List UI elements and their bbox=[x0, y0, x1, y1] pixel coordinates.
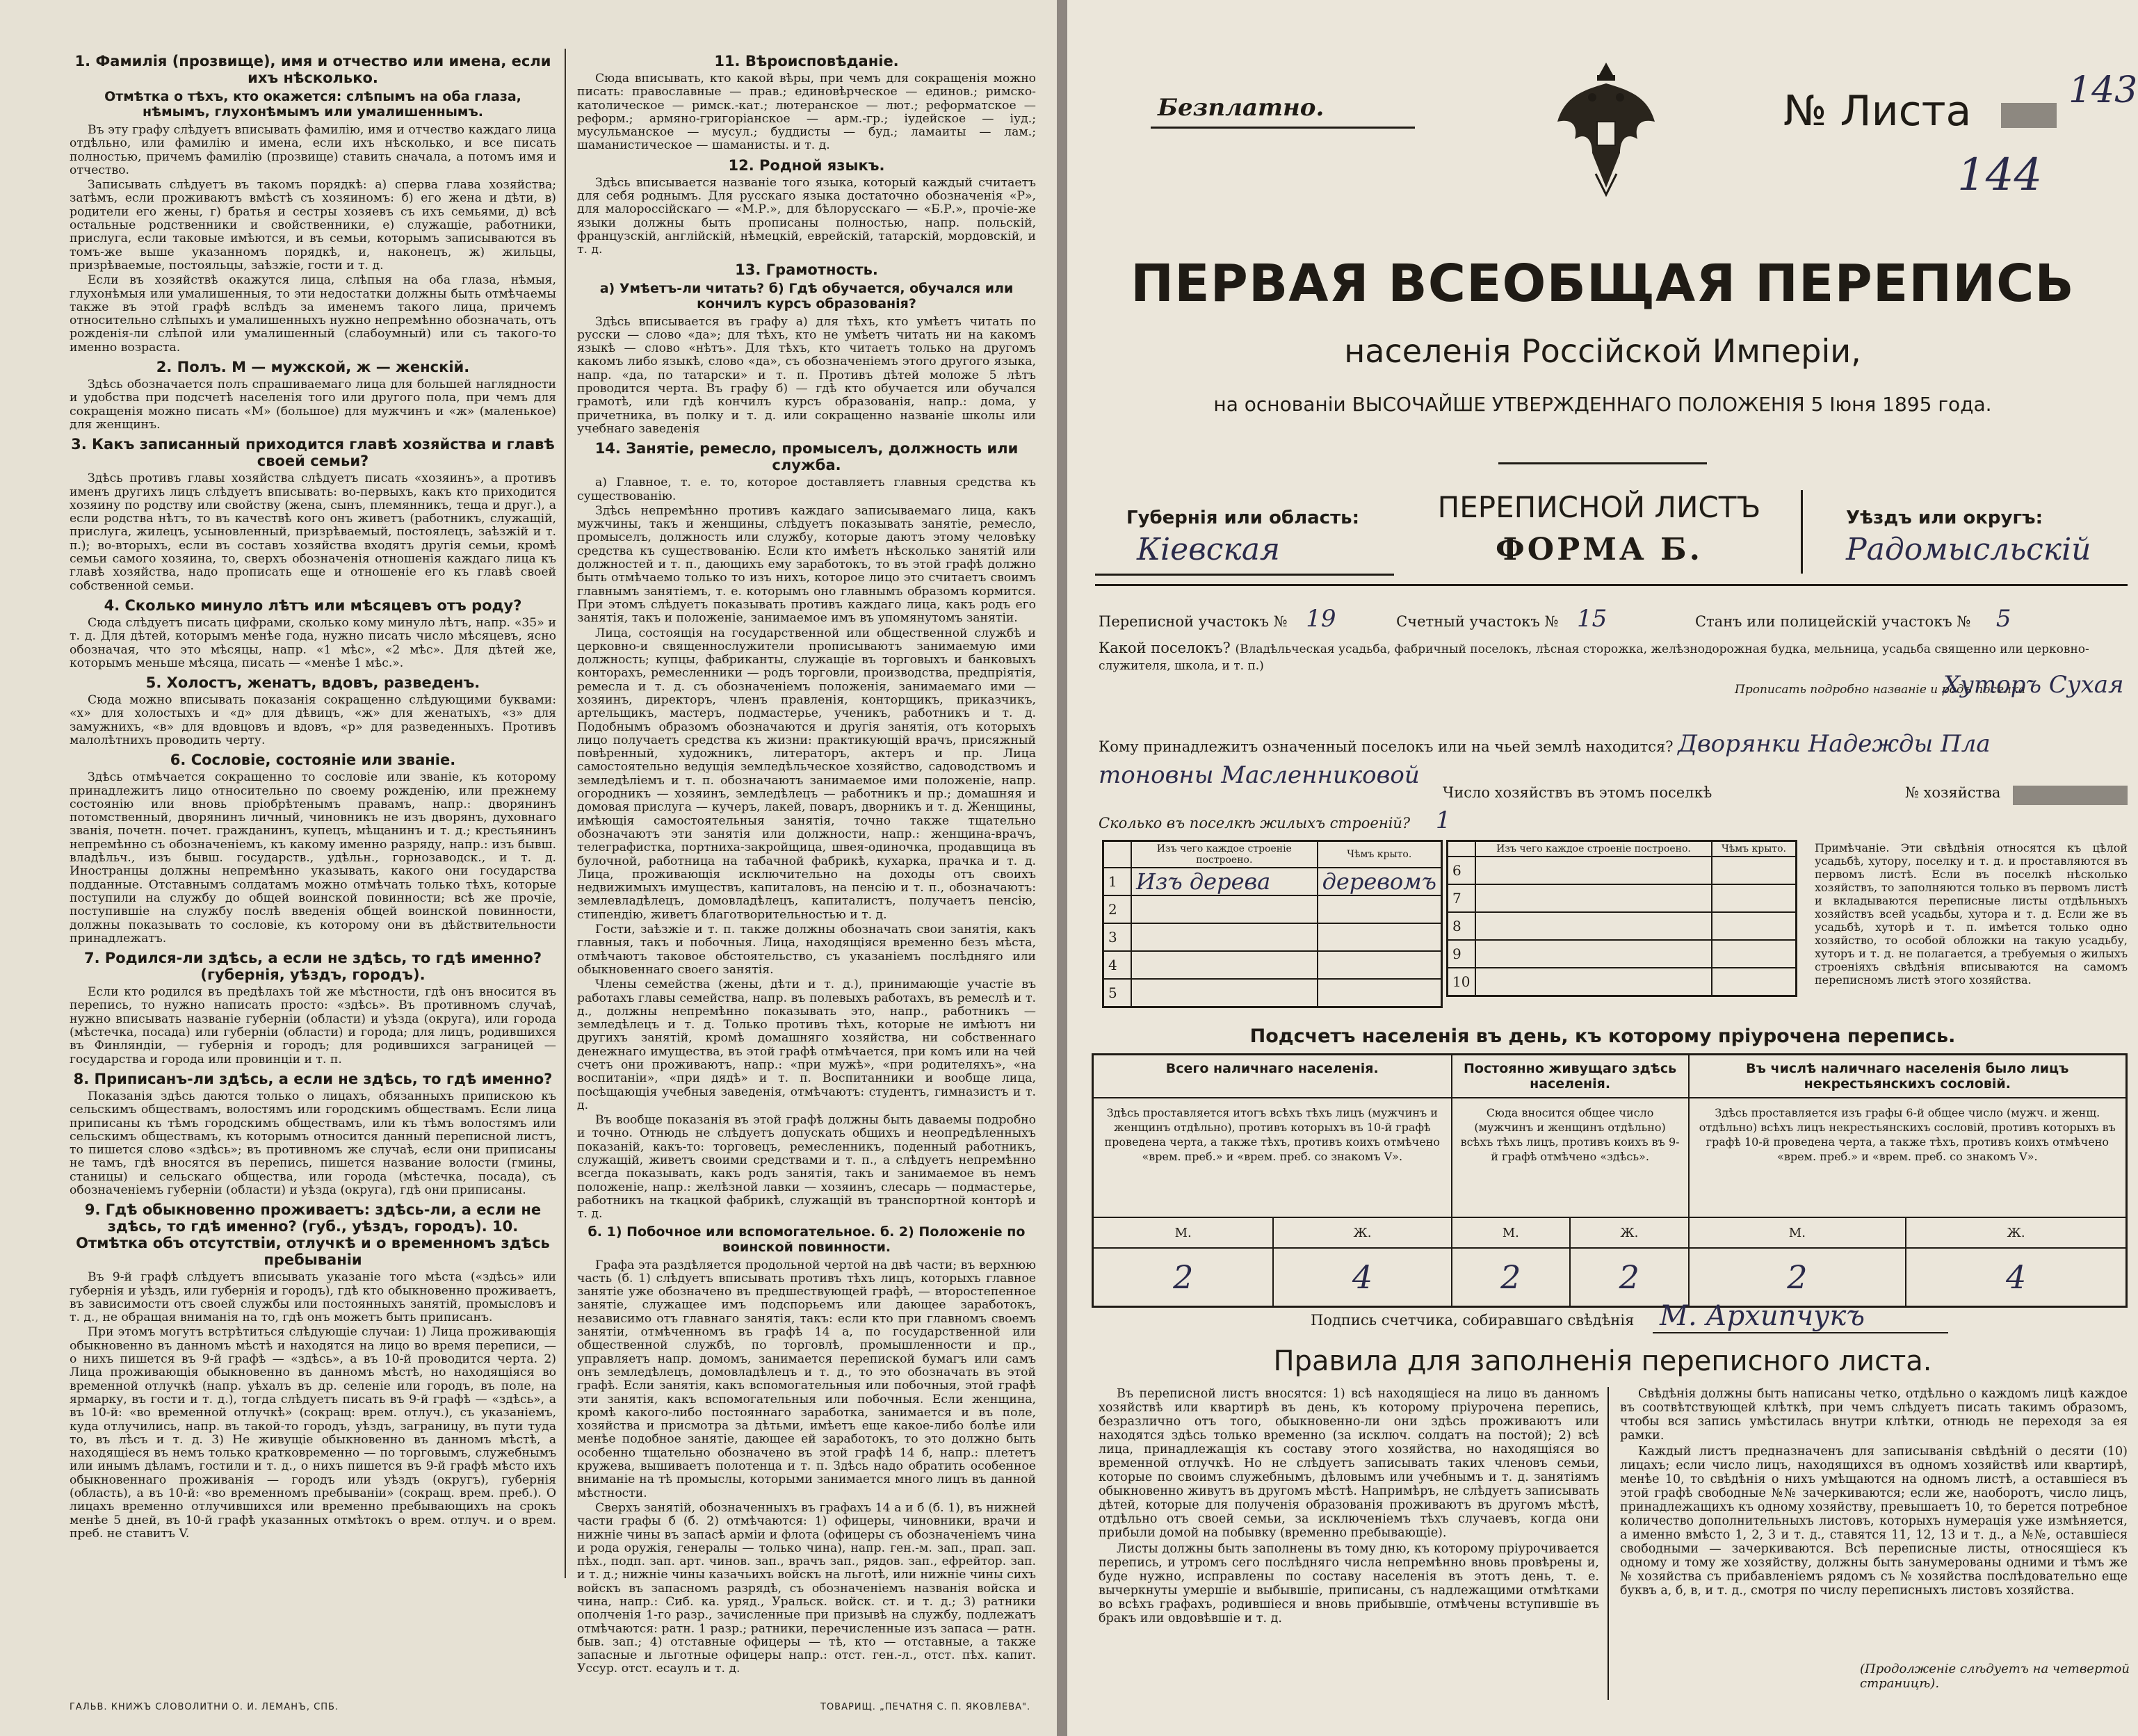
free-of-charge-label: Безплатно. bbox=[1158, 94, 1325, 122]
material-header: Изъ чего каждое строеніе построено. bbox=[1475, 841, 1712, 857]
instruction-section bbox=[70, 436, 556, 593]
households-label: Число хозяйствъ въ этомъ поселкѣ bbox=[1443, 784, 1712, 801]
stan-value: 5 bbox=[1995, 605, 2011, 633]
uezd-label: Уѣздъ или округъ: bbox=[1846, 508, 2043, 528]
female-label: Ж. bbox=[1906, 1217, 2126, 1248]
male-label: М. bbox=[1093, 1217, 1274, 1248]
building-row bbox=[1103, 923, 1442, 951]
gubernia-value: Кіевская bbox=[1137, 532, 1281, 567]
rules-divider bbox=[1607, 1387, 1609, 1700]
section-subheading: б. 1) Побочное или вспомогательное. б. 2) Положеніе по воинской повинности. bbox=[588, 1224, 1026, 1255]
printer-imprint-right: ТОВАРИЩ. „ПЕЧАТНЯ С. П. ЯКОВЛЕВА". bbox=[820, 1702, 1031, 1712]
right-page-census-form bbox=[1067, 0, 2138, 1736]
section-paragraph: Здѣсь вписывается названіе того языка, который каждый считаетъ для себя роднымъ. Для русскаго языка достаточно обозначенія «Р», для малороссійскаго — «М.Р.», для бѣлорусскаго — «Б.Р.», прочіе-же языки должны быть прописаны полностью, напр. польскій, французскій, англійскій, нѣмецкій, еврейскій, татарскій, мордовскій, и т. д. bbox=[577, 175, 1036, 257]
section-paragraph: Гости, заѣзжіе и т. п. также должны обозначать свои занятія, какъ главныя, такъ и побочныя. Лица, находящіяся временно безъ мѣста, отмѣчаютъ таковое обстоятельство, съ указаніемъ послѣдняго или обыкновеннаго своего занятія. bbox=[577, 923, 1036, 977]
count-column-description: Здѣсь проставляется изъ графы 6-й общее число (мужч. и женщ. отдѣльно) всѣхъ лицъ некрестьянскихъ сословій, противъ которыхъ въ графѣ 10-й проведена черта, а также тѣхъ, противъ коихъ отмѣчено «врем. преб.» и «врем. преб. со знакомъ V». bbox=[1689, 1098, 2127, 1217]
male-label: М. bbox=[1689, 1217, 1906, 1248]
building-row bbox=[1448, 968, 1797, 996]
stan-label: Станъ или полицейскій участокъ № bbox=[1694, 613, 1971, 630]
section-heading: 2. Полъ. М — мужской, ж — женскій. bbox=[156, 359, 470, 376]
instructions-column-2 bbox=[577, 49, 1036, 1679]
instruction-section bbox=[70, 674, 556, 747]
count-district-label: Счетный участокъ № bbox=[1396, 613, 1559, 630]
count-column-heading: Всего наличнаго населенія. bbox=[1093, 1055, 1452, 1098]
section-heading: 14. Занятіе, ремесло, промыселъ, должность или служба. bbox=[594, 440, 1019, 474]
buildings-table-left bbox=[1102, 840, 1443, 1008]
building-row bbox=[1103, 895, 1442, 923]
section-paragraph: Сюда слѣдуетъ писать цифрами, сколько кому минуло лѣтъ, напр. «35» и т. д. Для дѣтей, которымъ менѣе года, нужно писать число мѣсяцевъ, ясно обозначая, что это мѣсяцы, напр. «1 мѣс», «2 мѣс». Для дѣтей же, которымъ меньше мѣсяца, писать — «менѣе 1 мѣс.». bbox=[70, 615, 556, 670]
rules-column-1 bbox=[1099, 1387, 1599, 1628]
section-paragraph: Графа эта раздѣляется продольной чертой на двѣ части; въ верхнюю часть (б. 1) слѣдуетъ вписывать противъ тѣхъ лицъ, которыхъ главное занятіе уже обозначено въ предшествующей графѣ, — второстепенное занятіе, служащее имъ подспорьемъ или дающее заработокъ, независимо отъ главнаго занятія, такъ: если кто при главномъ своемъ занятіи, отмѣченномъ въ графѣ 14 а, по государственной или общественной службѣ, по торговлѣ, промышленности и пр., управляетъ напр. домомъ, занимается перепиской бумагъ или самъ онъ земледѣлецъ, домовладѣлецъ и т. д., то это обозначать въ этой графѣ. Если занятія, какъ вспомогательныя или побочныя, этой графѣ эти занятія, какъ вспомогательныя или побочныя. Если женщина, кромѣ какого-либо постояннаго заработка, занимается и въ поле, хозяйства и присмотра за дѣтьми, имѣетъ еще какое-либо болѣе или менѣе подобное занятіе, дающее ей заработокъ, то это должно быть особенно тщательно обозначено въ этой графѣ 14 б, напр.: плететъ кружева, вышиваетъ полотенца и т. п. Здѣсь надо обратить особенное вниманіе на тѣ промыслы, которыми занимается много лицъ въ данной мѣстности. bbox=[577, 1258, 1036, 1500]
section-paragraph: Члены семейства (жены, дѣти и т. д.), принимающіе участіе въ работахъ главы семейства, напр. въ полевыхъ работахъ, въ ремеслѣ и т. д., должны непремѣнно показывать это, напр., работникъ — земледѣлецъ и т. д. Только противъ тѣхъ, которые не имѣютъ ни другихъ занятій, кромѣ домашняго хозяйства, ни собственнаго денежнаго имущества, въ этой графѣ отмѣчается, при комъ или на чей счетъ они проживаютъ, напр.: «при мужѣ», «при родителяхъ», «на воспитаніи», «при дядѣ» и т. п. Воспитанники и вообще лица, посѣщающія учебныя заведенія, отмѣчаютъ: студентъ, гимназистъ и т. д. bbox=[577, 977, 1036, 1112]
building-material bbox=[1131, 923, 1318, 951]
census-district-value: 19 bbox=[1306, 605, 1336, 633]
building-row bbox=[1448, 912, 1797, 940]
building-roof bbox=[1318, 979, 1442, 1007]
instruction-section bbox=[70, 752, 556, 946]
building-row-number: 7 bbox=[1448, 884, 1476, 912]
settlement-description: (Владѣльческая усадьба, фабричный поселокъ, лѣсная сторожка, желѣзнодорожная будка, мельница, усадьба священно или церковно-служителя, школа, и т. п.) bbox=[1099, 642, 2089, 673]
sheet-number-handwritten: 144 bbox=[1957, 149, 2043, 201]
rules-title: Правила для заполненія переписного листа. bbox=[1273, 1345, 1932, 1377]
buildings-label: Сколько въ поселкѣ жилыхъ строеній? bbox=[1099, 815, 1411, 832]
owner-line bbox=[1099, 730, 1991, 758]
section-paragraph: Сюда можно вписывать показанія сокращенно слѣдующими буквами: «х» для холостыхъ и «д» для дѣвицъ, «ж» для женатыхъ, «з» для замужнихъ, «в» для вдовцовъ и вдовъ, «р» для разведенныхъ. Противъ малолѣтнихъ проводить черту. bbox=[70, 693, 556, 747]
free-label-underline bbox=[1151, 127, 1415, 129]
gubernia-label: Губернія или область: bbox=[1126, 508, 1359, 528]
section-heading: 9. Гдѣ обыкновенно проживаетъ: здѣсь-ли, а если не здѣсь, то гдѣ именно? (губ., уѣздъ, городъ). 10. Отмѣтка объ отсутствіи, отлучкѣ и о временномъ здѣсь пребываніи bbox=[76, 1201, 550, 1269]
instruction-section bbox=[70, 359, 556, 432]
population-count-table bbox=[1092, 1053, 2128, 1308]
title-divider bbox=[1498, 462, 1707, 464]
building-roof bbox=[1318, 951, 1442, 979]
settlement-hint: Прописать подробно названіе и родъ поселка bbox=[1735, 683, 2026, 697]
count-column-heading: Въ числѣ наличнаго населенія было лицъ некрестьянскихъ сословій. bbox=[1689, 1055, 2127, 1098]
building-row-number: 3 bbox=[1103, 923, 1132, 951]
building-roof: деревомъ bbox=[1318, 868, 1442, 895]
settlement-type-line bbox=[1099, 640, 2128, 673]
section-heading: 7. Родился-ли здѣсь, а если не здѣсь, то гдѣ именно? (губернія, уѣздъ, городъ). bbox=[83, 950, 542, 984]
section-paragraph: Лица, состоящія на государственной или общественной службѣ и церковно-и священнослужители прописываютъ занимаемую ими должность; купцы, фабриканты, служащіе въ торговыхъ и банковыхъ конторахъ, ремесленники — родъ торговли, производства, предпріятія, ремесла и т. д. съ обозначеніемъ положенія, занимаемаго ими — хозяинъ, директоръ, членъ правленія, конторщикъ, приказчикъ, артельщикъ, мастеръ, подмастерье, ученикъ, работникъ и т. д. Подобнымъ образомъ обозначаются и другія занятія, отъ которыхъ лицо получаетъ средства къ жизни: практикующій врачъ, присяжный повѣренный, художникъ, литераторъ, актеръ и пр. Лица самостоятельно ведущія земледѣльческое хозяйство, садоводствомъ и земледѣліемъ и т. п. обозначаютъ занимаемое ими положеніе, напр. огородникъ — хозяинъ, земледѣлецъ — работникъ и пр.; домашняя и домовая прислуга — кучеръ, лакей, поваръ, дворникъ и т. д. Женщины, имѣющія самостоятельныя занятія, точно также тщательно обозначаютъ эти занятія или должности, напр.: женщина-врачъ, телеграфистка, портниха-закройщица, швея-одиночка, продавщица въ булочной, работница на табачной фабрикѣ, кухарка, прачка и т. д. Лица, проживающія исключительно на доходы отъ своихъ недвижимыхъ имуществъ, капиталовъ, на пенсію и т. п., обозначаютъ: землевладѣлецъ, домовладѣлецъ, капиталистъ, получаетъ пенсію, стипендію, живетъ благотворительностью и т. д. bbox=[577, 626, 1036, 922]
female-count: 2 bbox=[1570, 1248, 1689, 1307]
section-paragraph: Сюда вписывать, кто какой вѣры, при чемъ для сокращенія можно писать: православные — прав.; единовѣрческое — единов.; римско-католическое — римск.-кат.; лютеранское — лют.; реформатское — реформ.; армяно-григоріанское — арм.-гр.; іудейское — іуд.; мусульманское — мусул.; буддисты — буд.; ламаиты — лам.; шаманистическое — шаманисты. и т. д. bbox=[577, 72, 1036, 153]
buildings-table-right bbox=[1446, 840, 1797, 997]
building-material bbox=[1131, 951, 1318, 979]
section-paragraph: Здѣсь обозначается полъ спрашиваемаго лица для большей наглядности и удобства при подсчетѣ населенія того или другого пола, при чемъ для сокращенія можно писать «М» (большое) для мужчинъ и «ж» (маленькое) для женщинъ. bbox=[70, 378, 556, 432]
sheet-number-redaction bbox=[2001, 103, 2057, 128]
building-row-number: 4 bbox=[1103, 951, 1132, 979]
section-heading: 4. Сколько минуло лѣтъ или мѣсяцевъ отъ роду? bbox=[104, 597, 522, 614]
building-row-number: 10 bbox=[1448, 968, 1476, 996]
col-no-header bbox=[1103, 841, 1132, 868]
owner-value-1: Дворянки Надежды Пла bbox=[1678, 730, 1991, 758]
male-count: 2 bbox=[1452, 1248, 1571, 1307]
rules-paragraph: Свѣдѣнія должны быть написаны четко, отдѣльно о каждомъ лицѣ каждое въ соотвѣтствующей клѣткѣ, при чемъ слѣдуетъ писать такимъ образомъ, чтобы вся запись умѣстилась внутри клѣтки, отнюдь не переходя за ея рамки. bbox=[1620, 1387, 2128, 1443]
imperial-eagle-emblem-icon bbox=[1554, 56, 1658, 202]
section-paragraph: Записывать слѣдуетъ въ такомъ порядкѣ: а) сперва главa хозяйства; затѣмъ, если проживаютъ вмѣстѣ съ хозяиномъ: б) его жена и дѣти, в) родители его жены, г) братья и сестры хозяевъ съ ихъ семьями, д) всѣ остальные родственники и свойственники, е) служащіе, работники, прислуга, если таковые имѣются, и въ семьи, которымъ записываются въ томъ-же выше указанномъ порядкѣ, и, наконецъ, ж) жильцы, призрѣваемые, постояльцы, заѣзжіе, гости и т. д. bbox=[70, 178, 556, 273]
building-row-number: 5 bbox=[1103, 979, 1132, 1007]
owner-label: Кому принадлежитъ означенный поселокъ или на чьей землѣ находится? bbox=[1099, 738, 1674, 755]
count-column-heading: Постоянно живущаго здѣсь населенія. bbox=[1452, 1055, 1689, 1098]
section-heading: 11. Вѣроисповѣданіе. bbox=[714, 53, 899, 70]
uezd-value: Радомысльскій bbox=[1846, 532, 2091, 567]
material-header: Изъ чего каждое строеніе построено. bbox=[1131, 841, 1318, 868]
page-spine bbox=[1057, 0, 1067, 1736]
building-material bbox=[1131, 895, 1318, 923]
instruction-section bbox=[70, 597, 556, 670]
section-subheading: а) Умѣетъ-ли читать? б) Гдѣ обучается, обучался или кончилъ курсъ образованія? bbox=[599, 280, 1014, 311]
household-number-label: № хозяйства bbox=[1905, 784, 2001, 801]
census-district-label: Переписной участокъ № bbox=[1099, 613, 1288, 630]
section-heading: 1. Фамилія (прозвище), имя и отчество или имена, если ихъ нѣсколько. bbox=[74, 53, 551, 86]
building-row bbox=[1103, 868, 1442, 895]
building-row-number: 1 bbox=[1103, 868, 1132, 895]
building-row bbox=[1448, 940, 1797, 968]
population-count-title: Подсчетъ населенія въ день, къ которому пріурочена перепись. bbox=[1249, 1025, 1956, 1047]
household-number-redaction bbox=[2013, 786, 2128, 805]
census-subtitle: населенія Россійской Имперіи, bbox=[1344, 332, 1861, 370]
printer-imprint-left: ГАЛЬВ. КНИЖЪ СЛОВОЛИТНИ О. И. ЛЕМАНЪ, СПБ. bbox=[70, 1702, 339, 1712]
section-paragraph: При этомъ могутъ встрѣтиться слѣдующіе случаи: 1) Лица проживающія обыкновенно въ данномъ мѣстѣ и находятся на лицо во время переписи, — о нихъ пишется въ 9-й графѣ — «здѣсь», а въ 10-й проводится черта. 2) Лица проживающія обыкновенно въ данномъ мѣстѣ, но находящіяся во временной отлучкѣ (напр. уѣхалъ въ др. селеніе или городъ, въ поле, на ярмарку, въ гости и т. д.), тогда слѣдуетъ писать въ 9-й графѣ — «здѣсь», а въ 10-й: «во временной отлучкѣ» (сокращ: врем. отлуч.), съ указаніемъ, куда отлучились, напр. въ такой-то городъ, уѣздъ, заграницу, въ пути тудa то, въ лѣсъ и т. д. 3) Не живущіе обыкновенно въ данномъ мѣстѣ, а находящіеся въ немъ только кратковременно — по торговымъ, служебнымъ или инымъ дѣламъ, гостили и т. д., о нихъ пишется въ 9-й графѣ мѣсто ихъ обыкновеннаго проживанія — городъ или уѣздъ (округъ), губернія (область), а въ 10-й: «во временномъ пребываніи» (сокращ. врем. преб.). О лицахъ временно отлучившихся или временно пребывающихъ на срокъ менѣе 5 дней, въ 10-й графѣ указанных отмѣтокъ о врем. отлуч. и о врем. преб. не ставитъ V. bbox=[70, 1325, 556, 1541]
count-district-value: 15 bbox=[1577, 605, 1607, 633]
instruction-section bbox=[577, 157, 1036, 257]
building-material bbox=[1475, 912, 1712, 940]
continued-note: (Продолженіе слѣдуетъ на четвертой страницѣ). bbox=[1860, 1662, 2130, 1691]
male-count: 2 bbox=[1689, 1248, 1906, 1307]
instruction-section bbox=[577, 440, 1036, 1221]
instruction-section bbox=[70, 950, 556, 1066]
signature-value: М. Архипчукъ bbox=[1653, 1300, 1948, 1333]
building-roof bbox=[1712, 857, 1796, 884]
building-material: Изъ дерева bbox=[1131, 868, 1318, 895]
section-heading: 5. Холостъ, женатъ, вдовъ, разведенъ. bbox=[145, 674, 480, 692]
settlement-label: Какой поселокъ? bbox=[1099, 640, 1231, 656]
section-paragraph: Въ эту графу слѣдуетъ вписывать фамилію, имя и отчество каждаго лица отдѣльно, или фамилію и имена, если ихъ нѣсколько, и все писать полностью, причемъ фамилію (прозвище) ставить сначала, а потомъ имя и отчество. bbox=[70, 123, 556, 177]
form-subtitle: ФОРМА Б. bbox=[1496, 532, 1703, 567]
section-paragraph: Въ 9-й графѣ слѣдуетъ вписывать указаніе того мѣста («здѣсь» или губернія и уѣздъ, или губернія и городъ), гдѣ кто обыкновенно проживаетъ, въ зависимости отъ своей службы или постоянныхъ занятій, промысловъ и т. д., не обращая вниманія на то, гдѣ онъ можетъ быть приписанъ. bbox=[70, 1270, 556, 1325]
female-count: 4 bbox=[1906, 1248, 2126, 1307]
section-paragraph: Показанія здѣсь даются только о лицахъ, обязанныхъ припискою къ сельскимъ обществамъ, волостямъ или городскимъ обществамъ. Если лица приписаны къ тѣмъ городскимъ обществамъ, или къ тѣмъ волостямъ или сельскимъ обществамъ, къ которымъ относится данный переписной листъ, то пишется слово «здѣсь»; въ противномъ же случаѣ, если они приписаны не тамъ, гдѣ вносятся въ перепись, пишется название волости (гмины, станицы) и сельскаго общества, или города (мѣстечка, посада), съ обозначеніемъ губерніи (области) и уѣзда (округа), гдѣ они приписаны. bbox=[70, 1089, 556, 1197]
section-paragraph: Здѣсь отмѣчается сокращенно то сословіе или званіе, къ которому принадлежитъ лицо относительно по своему рожденію, или прежнему состоянію или вновь пріобрѣтенымъ правамъ, напр.: дворянинъ потомственный, дворянинъ личный, чиновникъ не изъ дворянъ, духовнаго званія, почетн. почет. гражданинъ, купецъ, мѣщанинъ и т. д.; крестьянинъ непремѣнно съ обозначеніемъ, къ какому именно разряду, напр.: изъ бывш. владѣльч., изъ бывш. государств., удѣльн., горнозаводск., и т. д. Иностранцы должны непремѣнно указывать, какого они государства подданные. Отставнымъ солдатамъ можно отмѣчать только тѣхъ, которые поступили на службу до общей воинской повинности; всѣ же прочіе, поступившіе на службу послѣ введенія общей воинской повинности, должны показывать то сословіе, къ которому они въ дѣйствительности принадлежатъ. bbox=[70, 770, 556, 946]
section-heading: 12. Родной языкъ. bbox=[728, 156, 885, 174]
instructions-column-1 bbox=[70, 49, 556, 1543]
column-divider bbox=[565, 49, 566, 1578]
building-material bbox=[1475, 884, 1712, 912]
col-no-header bbox=[1448, 841, 1476, 857]
instruction-section bbox=[577, 1224, 1036, 1676]
building-row-number: 2 bbox=[1103, 895, 1132, 923]
buildings-value: 1 bbox=[1435, 806, 1451, 834]
building-material bbox=[1475, 968, 1712, 996]
census-title: ПЕРВАЯ ВСЕОБЩАЯ ПЕРЕПИСЬ bbox=[1131, 254, 2075, 314]
section-heading: 3. Какъ записанный приходится главѣ хозяйства и главѣ своей семьи? bbox=[71, 436, 555, 470]
owner-value-2: тоновны Масленниковой bbox=[1099, 761, 1420, 789]
buildings-note: Примѣчаніе. Эти свѣдѣнія относятся къ цѣлой усадьбѣ, хутору, поселку и т. д. и проставляются въ первомъ листѣ. Если въ поселкѣ нѣсколько хозяйствъ, то заполняются только въ первомъ листѣ и вкладываются переписные листы отдѣльныхъ хозяйствъ всей усадьбы, хутора и т. д. Если же въ усадьбѣ, хуторѣ и т. п. имѣется только одно хозяйство, то особой обложки на такую усадьбу, хуторъ и т. д. не полагается, а требуемыя о жилыхъ строеніяхъ свѣдѣнія вписываются на самомъ переписномъ листѣ этого хозяйства. bbox=[1815, 841, 2128, 987]
building-roof bbox=[1318, 923, 1442, 951]
settlement-value-wrap bbox=[1943, 671, 2124, 699]
section-paragraph: Если кто родился въ предѣлахъ той же мѣстности, гдѣ онъ вносится въ перепись, то нужно написать просто: «здѣсь». Въ противномъ случаѣ, нужно вписывать названіе губерніи (области) и уѣзда (округа), или города (мѣстечка, посада) или губерніи (области) и города; для лицъ, родившихся въ Финляндіи, — губернія и городъ; для родившихся заграницей — государства и города или провинціи и т. п. bbox=[70, 985, 556, 1066]
section-heading: 13. Грамотность. bbox=[735, 261, 878, 278]
female-label: Ж. bbox=[1570, 1217, 1689, 1248]
male-label: М. bbox=[1452, 1217, 1571, 1248]
enumerator-signature-line bbox=[1311, 1300, 1948, 1332]
female-label: Ж. bbox=[1273, 1217, 1451, 1248]
building-material bbox=[1475, 940, 1712, 968]
owner-line-2 bbox=[1099, 761, 1420, 789]
instruction-section bbox=[70, 1071, 556, 1197]
count-column-description: Здѣсь проставляется итогъ всѣхъ тѣхъ лицъ (мужчинъ и женщинъ отдѣльно), противъ которыхъ въ 10-й графѣ проведена черта, а также тѣхъ, противъ коихъ отмѣчено «врем. преб.» и «врем. преб. со знакомъ V». bbox=[1093, 1098, 1452, 1217]
buildings-line bbox=[1099, 806, 1451, 834]
building-material bbox=[1475, 857, 1712, 884]
building-roof bbox=[1712, 884, 1796, 912]
instruction-section bbox=[70, 1201, 556, 1541]
rules-paragraph: Листы должны быть заполнены въ тому дню, къ которому пріурочивается перепись, и утромъ сего послѣдняго числа непремѣнно вновь провѣрены и, буде нужно, исправлены по составу населенія въ этотъ день, т. е. вычеркнуты умершіе и выбывшіе, приписаны, съ надлежащими отмѣтками во всѣхъ графахъ, родившіеся и вновь прибывшіе, отмѣчены вступившіе въ бракъ или овдовѣвшіе и т. д. bbox=[1099, 1542, 1599, 1625]
census-legal-basis: на основаніи ВЫСОЧАЙШЕ УТВЕРЖДЕННАГО ПОЛОЖЕНІЯ 5 Іюня 1895 года. bbox=[1213, 393, 1992, 416]
sheet-number-label: № Листа bbox=[1783, 87, 1972, 136]
rules-column-2 bbox=[1620, 1387, 2128, 1600]
building-row-number: 6 bbox=[1448, 857, 1476, 884]
male-count: 2 bbox=[1093, 1248, 1274, 1307]
building-row bbox=[1448, 884, 1797, 912]
section-subheading: Отмѣтка о тѣхъ, кто окажется: слѣпымъ на оба глаза, нѣмымъ, глухонѣмымъ или умалишеннымъ. bbox=[104, 89, 521, 120]
building-row bbox=[1103, 951, 1442, 979]
roof-header: Чѣмъ крыто. bbox=[1712, 841, 1796, 857]
building-roof bbox=[1712, 968, 1796, 996]
building-roof bbox=[1712, 912, 1796, 940]
section-paragraph: Здѣсь вписывается въ графу а) для тѣхъ, кто умѣетъ читать по русски — слово «да»; для тѣхъ, кто не умѣетъ читать ни на какомъ языкѣ — слово «нѣтъ». Для тѣхъ, кто читаетъ только на другомъ какомъ либо языкѣ, слово «да», съ обозначеніемъ этого другого языка, напр. «да, по татарски» и т. п. Противъ дѣтей моложе 5 лѣтъ проводится черта. Въ графу б) — гдѣ кто обучается или обучался грамотѣ, или гдѣ кончилъ курсъ образованія, напр.: дома, у причетника, въ полку и т. д. или сокращенно названіе школы или учебнаго заведенія bbox=[577, 314, 1036, 436]
building-row bbox=[1448, 857, 1797, 884]
building-roof bbox=[1318, 895, 1442, 923]
roof-header: Чѣмъ крыто. bbox=[1318, 841, 1442, 868]
instruction-section bbox=[577, 261, 1036, 437]
female-count: 4 bbox=[1273, 1248, 1451, 1307]
building-roof bbox=[1712, 940, 1796, 968]
section-paragraph: Здѣсь противъ главы хозяйства слѣдуетъ писать «хозяинъ», а противъ именъ другихъ лицъ слѣдуетъ вписывать: во-первыхъ, какъ кто приходится хозяину по родству или свойству (жена, сынъ, племянникъ, теща и друг.), а если родства нѣтъ, то въ качествѣ кого онъ живетъ (работникъ, служащій, прислуга, жилецъ, усыновленный, призрѣваемый, постоялецъ, заѣзжій и т. п.); во-вторыхъ, если въ составъ хозяйства входятъ другія семьи, кромѣ семьи самого хозяина, то, сверхъ обозначенія отношенія каждаго лица къ главѣ хозяйства, надо прописать еще и отношеніе его къ главѣ своей собственной семьи. bbox=[70, 471, 556, 593]
instruction-section bbox=[577, 53, 1036, 153]
instruction-section bbox=[70, 53, 556, 355]
building-material bbox=[1131, 979, 1318, 1007]
section-paragraph: Въ вообще показанія въ этой графѣ должны быть даваемы подробно и точно. Отнюдь не слѣдуетъ допускать общихъ и неопредѣленныхъ показаній, какъ-то: торговецъ, ремесленникъ, поденный работникъ, служащій, живетъ своими средствами и т. п., а слѣдуетъ непремѣнно всегда показывать, какъ родъ занятія, такъ и занимаемое въ немъ положеніе, напр.: желѣзной лавки — хозяинъ, слесарь — подмастерье, работникъ на ткацкой фабрикѣ, служащій въ транспортной конторѣ и т. д. bbox=[577, 1113, 1036, 1222]
settlement-value: Хуторъ Сухая bbox=[1943, 671, 2124, 699]
section-paragraph: Если въ хозяйствѣ окажутся лица, слѣпыя на оба глаза, нѣмыя, глухонѣмыя или умалишенныя, то эти недостатки должны быть отмѣчаемы также въ этой графѣ вслѣдъ за именемъ такого лица, причемъ относительно слѣпыхъ и умалишенныхъ нужно непремѣнно обозначать, отъ рожденія-ли слѣпой или умалишенный (слабоумный) или съ такого-то именно возраста. bbox=[70, 273, 556, 355]
section-paragraph: Сверхъ занятій, обозначенныхъ въ графахъ 14 а и б (б. 1), въ нижней части графы б (б. 2) отмѣчаются: 1) офицеры, чиновники, врачи и нижніе чины въ запасѣ арміи и флота (офицеры съ обозначеніемъ чина и рода оружія, генералы — только чина), напр. ген.-м. зап., прап. зап. пѣх., подп. зап. арт. чинов. зап., врачъ зап., рядов. зап., ефрейтор. зап. и т. д.; нижніе чины казачьихъ войскъ на льготѣ, или нижніе чины сихъ войскъ въ запасномъ разрядѣ, съ обозначеніемъ названія войска и чина, напр.: Сиб. ка. уряд., Уральск. войск. ст. и т. д.; 3) ратники ополченія 1-го разр., зачисленные при призывѣ на службу, подлежатъ отмѣчаются: ратн. 1 разр.; ратники, перечисленные изъ запаса — ратн. быв. зап.; 4) отставные офицеры — тѣ, кто — отставные, а также запасные и льготные офицеры напр.: отст. ген.-л., отст. пѣх. капит. Уссур. отст. есаулъ и т. д. bbox=[577, 1500, 1036, 1676]
building-row-number: 9 bbox=[1448, 940, 1476, 968]
signature-label: Подпись счетчика, собиравшаго свѣдѣнія bbox=[1311, 1312, 1635, 1329]
section-heading: 6. Сословіе, состояніе или званіе. bbox=[170, 752, 456, 769]
building-row-number: 8 bbox=[1448, 912, 1476, 940]
census-district-line bbox=[1099, 605, 2011, 633]
form-title: ПЕРЕПИСНОЙ ЛИСТЪ bbox=[1437, 490, 1761, 524]
section-paragraph: а) Главное, т. е. то, которое доставляетъ главныя средства къ существованію. bbox=[577, 476, 1036, 503]
building-row bbox=[1103, 979, 1442, 1007]
corner-handwritten-number: 143 bbox=[2068, 70, 2138, 111]
count-column-description: Сюда вносится общее число (мужчинъ и женщинъ отдѣльно) всѣхъ тѣхъ лицъ, противъ коихъ въ 9-й графѣ отмѣчено «здѣсь». bbox=[1452, 1098, 1689, 1217]
rules-paragraph: Каждый листъ предназначенъ для записыванія свѣдѣній о десяти (10) лицахъ; если число лицъ, находящихся въ одномъ хозяйствѣ или квартирѣ, менѣе 10, то свѣдѣнія о нихъ умѣщаются на одномъ листѣ, а оставшіеся въ этой графѣ свободные №№ зачеркиваются; если же, наоборотъ, число лицъ, принадлежащихъ къ одному хозяйству, превышаетъ 10, то берется потребное количество дополнительныхъ листовъ, которыхъ нумерація уже измѣняется, а именно вмѣсто 1, 2, 3 и т. д., ставятся 11, 12, 13 и т. д., а №№, оставшіеся свободными — зачеркиваются. Всѣ переписные листы, относящіеся къ одному и тому же хозяйству, должны быть занумерованы одними и тѣмъ же № хозяйства съ прибавленіемъ рядомъ съ № хозяйства послѣдовательно еще буквъ а, б, в, и т. д., смотря по числу переписныхъ листовъ хозяйства. bbox=[1620, 1445, 2128, 1598]
header-rule bbox=[1095, 584, 2128, 586]
rules-paragraph: Въ переписной листъ вносятся: 1) всѣ находящіеся на лицо въ данномъ хозяйствѣ или квартирѣ въ день, къ которому пріурочена перепись, безразлично отъ того, обыкновенно-ли они здѣсь проживаютъ или находятся здѣсь только временно (за исключ. солдатъ на постой); 2) всѣ лица, принадлежащія къ составу этого хозяйства, но находящіяся во временной отлучкѣ. Но не слѣдуетъ записывать таких членовъ семьи, которые по своимъ служебнымъ, дѣловымъ или учебнымъ и т. д. занятіямъ обыкновенно живутъ въ другомъ мѣстѣ. Напримѣръ, не слѣдуетъ записывать дѣтей, которые для полученія образованія проживаютъ въ другомъ мѣстѣ, отдѣльно отъ своей семьи, за исключеніемъ тѣхъ случаевъ, когда они прибыли домой на побывку (временно пребывающіе). bbox=[1099, 1387, 1599, 1540]
left-page-instructions bbox=[0, 0, 1057, 1736]
section-paragraph: Здѣсь непремѣнно противъ каждаго записываемаго лица, какъ мужчины, такъ и женщины, слѣдуетъ показывать занятіе, ремесло, промыселъ, должность или службу, которые даютъ этому человѣку средства къ существованію. Если кто имѣетъ нѣсколько занятій или должностей и т. п., дающихъ ему заработокъ, то въ этой графѣ должно быть отмѣчаемо только то изъ нихъ, которое лицо это считаетъ своимъ главнымъ занятіемъ, т. е. которымъ оно главнымъ образомъ кормится. При этомъ слѣдуетъ показывать противъ каждаго лица, какъ родъ его занятія, такъ и положеніе, занимаемое имъ въ упомянутомъ занятіи. bbox=[577, 503, 1036, 626]
section-heading: 8. Приписанъ-ли здѣсь, а если не здѣсь, то гдѣ именно? bbox=[73, 1070, 553, 1087]
